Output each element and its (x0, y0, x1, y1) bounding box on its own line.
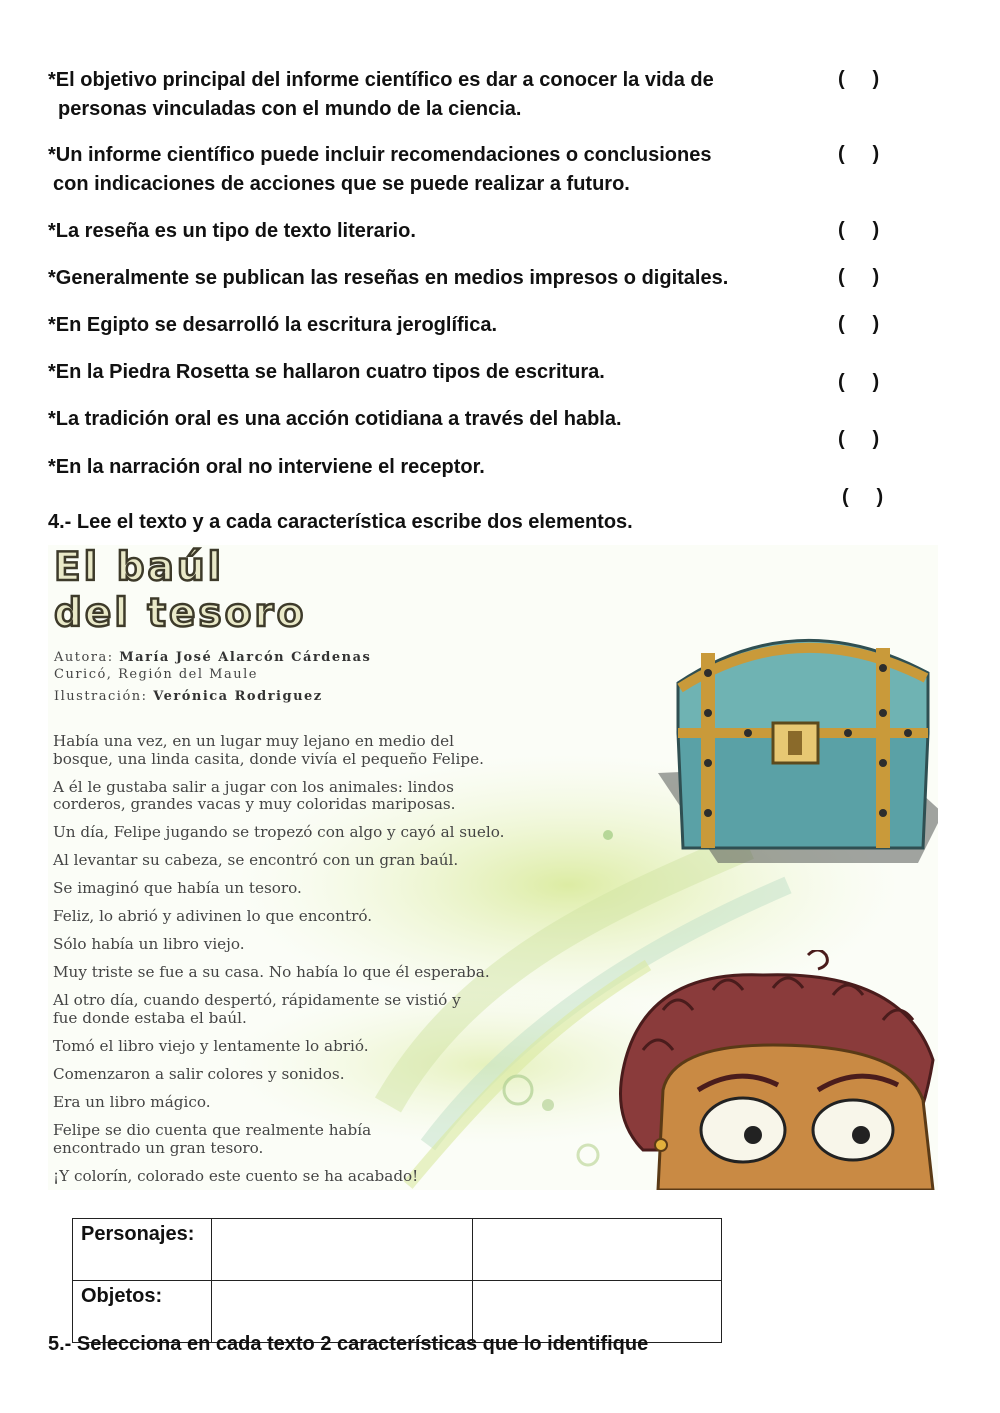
table-row-label: Objetos: (73, 1281, 212, 1343)
story-line: Muy triste se fue a su casa. No había lo que él esperaba. (53, 963, 490, 981)
answer-table (72, 1218, 722, 1343)
statement-6 (48, 358, 808, 387)
story-line: Era un libro mágico. (53, 1093, 211, 1111)
statement-5 (48, 311, 808, 340)
statement-text-continued: personas vinculadas con el mundo de la ciencia. (58, 98, 522, 120)
table-row-label: Personajes: (73, 1219, 212, 1281)
story-line: encontrado un gran tesoro. (53, 1139, 264, 1157)
answer-blank-1[interactable]: ( ) (838, 68, 880, 90)
story-illustrator (54, 689, 323, 704)
story-author (54, 650, 371, 665)
answer-cell[interactable] (212, 1219, 473, 1281)
statement-text: *Generalmente se publican las reseñas en medios impresos o digitales. (48, 267, 729, 289)
statement-text: *En Egipto se desarrolló la escritura jeroglífica. (48, 314, 498, 336)
author-name: María José Alarcón Cárdenas (119, 650, 372, 665)
statement-1 (48, 66, 808, 124)
answer-cell[interactable] (473, 1219, 722, 1281)
story-line: corderos, grandes vacas y muy coloridas mariposas. (53, 795, 456, 813)
illustrator-name: Verónica Rodriguez (153, 689, 323, 704)
statement-8 (48, 453, 808, 482)
story-line: Felipe se dio cuenta que realmente había (53, 1121, 372, 1139)
story-line: Se imaginó que había un tesoro. (53, 879, 302, 897)
story-line: Sólo había un libro viejo. (53, 935, 245, 953)
answer-blank-2[interactable]: ( ) (838, 143, 880, 165)
answer-blank-8[interactable]: ( ) (842, 486, 884, 508)
statement-4 (48, 264, 808, 293)
story-line: A él le gustaba salir a jugar con los animales: lindos (53, 778, 454, 796)
statement-2 (48, 141, 808, 199)
story-line: Tomó el libro viejo y lentamente lo abrió. (53, 1037, 369, 1055)
table-row (73, 1219, 722, 1281)
story-line: Feliz, lo abrió y adivinen lo que encontró. (53, 907, 373, 925)
story-line: Comenzaron a salir colores y sonidos. (53, 1065, 345, 1083)
statement-7 (48, 405, 808, 434)
story-line: Había una vez, en un lugar muy lejano en medio del (53, 732, 454, 750)
statement-text: *Un informe científico puede incluir recomendaciones o conclusiones (48, 144, 712, 166)
story-title-line-2: del tesoro (54, 591, 307, 636)
story-line: bosque, una linda casita, donde vivía el pequeño Felipe. (53, 750, 484, 768)
story-location: Curicó, Región del Maule (54, 667, 258, 682)
statement-text: *En la Piedra Rosetta se hallaron cuatro tipos de escritura. (48, 361, 605, 383)
story-line: Al otro día, cuando despertó, rápidamente se vistió y (53, 991, 461, 1009)
story-line: Un día, Felipe jugando se tropezó con algo y cayó al suelo. (53, 823, 505, 841)
statement-text: *La tradición oral es una acción cotidiana a través del habla. (48, 408, 622, 430)
answer-blank-6[interactable]: ( ) (838, 371, 880, 393)
author-label: Autora: (54, 650, 114, 665)
statement-3 (48, 217, 808, 246)
answer-blank-7[interactable]: ( ) (838, 428, 880, 450)
answer-blank-5[interactable]: ( ) (838, 313, 880, 335)
boy-character-icon (603, 950, 938, 1190)
statement-text-continued: con indicaciones de acciones que se puede realizar a futuro. (53, 173, 630, 195)
statement-text: *El objetivo principal del informe científico es dar a conocer la vida de (48, 69, 714, 91)
treasure-chest-icon (638, 613, 938, 863)
illustration-label: Ilustración: (54, 689, 148, 704)
statement-text: *La reseña es un tipo de texto literario. (48, 220, 416, 242)
section-5-heading: 5.- Selecciona en cada texto 2 características que lo identifique (48, 1333, 649, 1355)
story-line: fue donde estaba el baúl. (53, 1009, 247, 1027)
section-4-heading: 4.- Lee el texto y a cada característica escribe dos elementos. (48, 511, 633, 533)
story-page (48, 545, 938, 1190)
answer-blank-4[interactable]: ( ) (838, 266, 880, 288)
story-line: ¡Y colorín, colorado este cuento se ha acabado! (53, 1167, 419, 1185)
statement-text: *En la narración oral no interviene el receptor. (48, 456, 485, 478)
story-title-line-1: El baúl (54, 545, 224, 590)
story-line: Al levantar su cabeza, se encontró con un gran baúl. (53, 851, 459, 869)
answer-blank-3[interactable]: ( ) (838, 219, 880, 241)
